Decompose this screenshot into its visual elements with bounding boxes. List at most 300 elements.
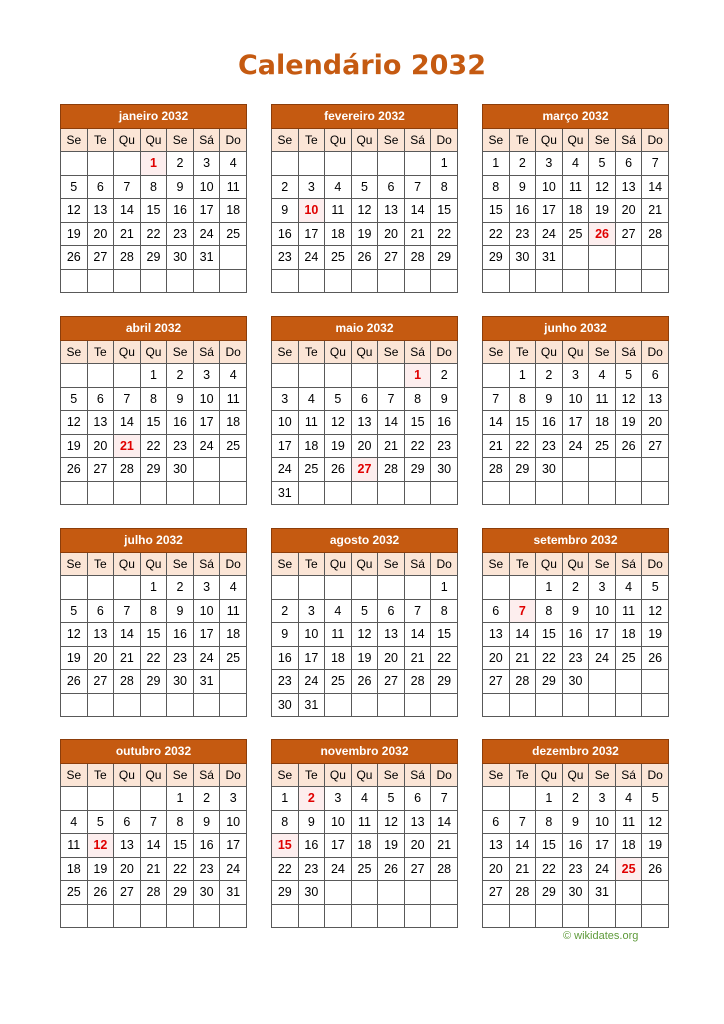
day-cell: 26 <box>642 857 669 881</box>
day-cell: 25 <box>615 646 642 670</box>
day-cell <box>509 693 536 717</box>
weekday-header: Qu <box>536 763 563 787</box>
day-cell: 21 <box>483 434 510 458</box>
weekday-header: Se <box>378 128 405 152</box>
day-cell: 8 <box>140 175 167 199</box>
day-cell: 18 <box>61 857 88 881</box>
weekday-header: Qu <box>351 763 378 787</box>
week-row <box>483 481 669 505</box>
day-cell <box>589 269 616 293</box>
day-cell <box>114 364 141 388</box>
weekday-header: Te <box>509 552 536 576</box>
weekday-header: Qu <box>536 552 563 576</box>
day-cell: 31 <box>220 881 247 905</box>
day-cell: 19 <box>325 434 352 458</box>
week-row <box>61 646 247 670</box>
day-cell: 5 <box>87 810 114 834</box>
day-cell: 6 <box>404 787 431 811</box>
day-cell: 4 <box>325 175 352 199</box>
week-row <box>272 787 458 811</box>
holiday-day-cell: 1 <box>140 152 167 176</box>
day-cell: 12 <box>378 810 405 834</box>
month-table <box>482 316 669 505</box>
day-cell: 11 <box>220 175 247 199</box>
weekday-header: Se <box>272 128 299 152</box>
day-cell <box>61 693 88 717</box>
day-cell <box>378 152 405 176</box>
weekday-header: Qu <box>351 340 378 364</box>
day-cell <box>615 693 642 717</box>
weekday-header: Do <box>642 763 669 787</box>
week-row <box>61 387 247 411</box>
day-cell: 27 <box>642 434 669 458</box>
day-cell: 11 <box>351 810 378 834</box>
month-header: setembro 2032 <box>483 529 669 553</box>
weekday-header: Do <box>431 340 458 364</box>
weekday-header: Se <box>61 763 88 787</box>
week-row <box>61 458 247 482</box>
day-cell <box>483 364 510 388</box>
day-cell: 5 <box>61 599 88 623</box>
day-cell <box>483 576 510 600</box>
day-cell <box>642 904 669 928</box>
week-row <box>483 881 669 905</box>
day-cell: 20 <box>87 222 114 246</box>
day-cell <box>509 787 536 811</box>
day-cell <box>114 787 141 811</box>
day-cell: 3 <box>589 576 616 600</box>
day-cell: 23 <box>272 670 299 694</box>
day-cell <box>220 481 247 505</box>
day-cell <box>140 904 167 928</box>
day-cell: 1 <box>272 787 299 811</box>
day-cell: 29 <box>167 881 194 905</box>
day-cell <box>272 364 299 388</box>
day-cell <box>87 364 114 388</box>
weekday-header: Qu <box>562 552 589 576</box>
week-row <box>61 364 247 388</box>
day-cell <box>431 269 458 293</box>
day-cell: 13 <box>404 810 431 834</box>
day-cell <box>615 881 642 905</box>
day-cell: 6 <box>114 810 141 834</box>
week-row <box>483 364 669 388</box>
day-cell: 10 <box>325 810 352 834</box>
day-cell: 24 <box>272 458 299 482</box>
week-row <box>483 387 669 411</box>
holiday-day-cell: 15 <box>272 834 299 858</box>
day-cell: 26 <box>642 646 669 670</box>
day-cell <box>431 881 458 905</box>
day-cell: 14 <box>404 623 431 647</box>
day-cell: 3 <box>589 787 616 811</box>
day-cell: 16 <box>193 834 220 858</box>
day-cell: 11 <box>562 175 589 199</box>
day-cell: 28 <box>378 458 405 482</box>
day-cell: 12 <box>351 623 378 647</box>
week-row <box>483 411 669 435</box>
week-row <box>272 364 458 388</box>
day-cell <box>220 458 247 482</box>
day-cell: 8 <box>536 599 563 623</box>
month-header: março 2032 <box>483 105 669 129</box>
holiday-day-cell: 21 <box>114 434 141 458</box>
week-row <box>61 269 247 293</box>
week-row <box>483 787 669 811</box>
day-cell: 22 <box>509 434 536 458</box>
day-cell: 19 <box>61 646 88 670</box>
day-cell: 13 <box>378 623 405 647</box>
day-cell: 29 <box>140 246 167 270</box>
day-cell: 14 <box>509 623 536 647</box>
day-cell: 28 <box>509 881 536 905</box>
day-cell <box>378 481 405 505</box>
weekday-header: Do <box>431 552 458 576</box>
holiday-day-cell: 26 <box>589 222 616 246</box>
day-cell <box>140 269 167 293</box>
day-cell <box>167 693 194 717</box>
weekday-header: Se <box>61 552 88 576</box>
day-cell: 24 <box>298 670 325 694</box>
day-cell: 16 <box>298 834 325 858</box>
day-cell: 3 <box>298 175 325 199</box>
day-cell: 14 <box>114 199 141 223</box>
day-cell: 23 <box>167 646 194 670</box>
page-title: Calendário 2032 <box>237 50 487 81</box>
day-cell: 4 <box>615 576 642 600</box>
day-cell: 9 <box>536 387 563 411</box>
day-cell: 9 <box>272 199 299 223</box>
day-cell: 30 <box>193 881 220 905</box>
day-cell: 3 <box>193 576 220 600</box>
day-cell: 22 <box>536 646 563 670</box>
day-cell: 15 <box>431 199 458 223</box>
day-cell: 26 <box>61 458 88 482</box>
day-cell: 30 <box>431 458 458 482</box>
holiday-day-cell: 10 <box>298 199 325 223</box>
day-cell <box>140 693 167 717</box>
day-cell: 21 <box>404 222 431 246</box>
day-cell: 3 <box>193 364 220 388</box>
day-cell <box>589 693 616 717</box>
weekday-header: Sá <box>615 552 642 576</box>
month-table <box>271 104 458 293</box>
day-cell: 7 <box>140 810 167 834</box>
day-cell <box>325 269 352 293</box>
day-cell: 16 <box>272 222 299 246</box>
day-cell: 15 <box>140 199 167 223</box>
week-row <box>272 481 458 505</box>
day-cell: 1 <box>140 576 167 600</box>
weekday-header: Se <box>483 340 510 364</box>
day-cell <box>87 904 114 928</box>
day-cell: 6 <box>378 599 405 623</box>
day-cell: 18 <box>220 411 247 435</box>
day-cell: 10 <box>536 175 563 199</box>
weekday-header: Qu <box>351 128 378 152</box>
week-row <box>61 576 247 600</box>
day-cell: 16 <box>562 623 589 647</box>
day-cell <box>140 787 167 811</box>
day-cell: 9 <box>272 623 299 647</box>
day-cell <box>615 246 642 270</box>
day-cell: 12 <box>642 599 669 623</box>
weekday-header: Te <box>298 128 325 152</box>
day-cell: 26 <box>325 458 352 482</box>
day-cell: 18 <box>220 199 247 223</box>
day-cell <box>61 481 88 505</box>
day-cell: 12 <box>325 411 352 435</box>
week-row <box>61 599 247 623</box>
day-cell: 12 <box>351 199 378 223</box>
day-cell: 10 <box>220 810 247 834</box>
day-cell: 14 <box>509 834 536 858</box>
day-cell: 15 <box>431 623 458 647</box>
week-row <box>272 857 458 881</box>
day-cell <box>325 364 352 388</box>
weekday-header: Do <box>220 128 247 152</box>
day-cell: 17 <box>272 434 299 458</box>
day-cell: 29 <box>140 670 167 694</box>
day-cell: 2 <box>272 175 299 199</box>
day-cell: 5 <box>378 787 405 811</box>
weekday-header: Sá <box>193 128 220 152</box>
weekday-header: Qu <box>114 552 141 576</box>
day-cell: 17 <box>536 199 563 223</box>
day-cell <box>167 269 194 293</box>
day-cell: 27 <box>483 670 510 694</box>
day-cell <box>325 152 352 176</box>
day-cell: 16 <box>431 411 458 435</box>
day-cell: 6 <box>642 364 669 388</box>
day-cell: 4 <box>351 787 378 811</box>
day-cell: 4 <box>325 599 352 623</box>
day-cell: 9 <box>562 599 589 623</box>
day-cell: 14 <box>404 199 431 223</box>
day-cell: 29 <box>431 246 458 270</box>
weekday-header: Te <box>509 763 536 787</box>
week-row <box>483 269 669 293</box>
week-row <box>272 599 458 623</box>
day-cell: 24 <box>193 434 220 458</box>
day-cell <box>193 904 220 928</box>
day-cell: 3 <box>220 787 247 811</box>
day-cell <box>298 269 325 293</box>
day-cell <box>404 576 431 600</box>
day-cell: 7 <box>404 175 431 199</box>
week-row <box>483 834 669 858</box>
holiday-day-cell: 12 <box>87 834 114 858</box>
day-cell: 14 <box>114 411 141 435</box>
day-cell: 7 <box>642 152 669 176</box>
week-row <box>483 246 669 270</box>
day-cell <box>351 693 378 717</box>
day-cell: 1 <box>536 787 563 811</box>
day-cell: 17 <box>589 623 616 647</box>
day-cell: 9 <box>562 810 589 834</box>
day-cell: 2 <box>167 152 194 176</box>
month-table <box>271 316 458 505</box>
month-table <box>60 316 247 505</box>
day-cell: 24 <box>325 857 352 881</box>
day-cell <box>378 269 405 293</box>
day-cell: 19 <box>589 199 616 223</box>
day-cell: 18 <box>325 646 352 670</box>
day-cell: 23 <box>167 222 194 246</box>
day-cell: 30 <box>298 881 325 905</box>
week-row <box>272 693 458 717</box>
day-cell: 5 <box>325 387 352 411</box>
weekday-header: Do <box>220 552 247 576</box>
day-cell <box>325 576 352 600</box>
day-cell: 11 <box>220 387 247 411</box>
day-cell: 23 <box>431 434 458 458</box>
day-cell: 11 <box>298 411 325 435</box>
day-cell <box>378 576 405 600</box>
day-cell: 5 <box>351 599 378 623</box>
day-cell: 18 <box>351 834 378 858</box>
day-cell: 28 <box>114 246 141 270</box>
day-cell: 28 <box>509 670 536 694</box>
day-cell: 2 <box>272 599 299 623</box>
day-cell: 21 <box>114 646 141 670</box>
day-cell <box>193 481 220 505</box>
day-cell: 20 <box>378 222 405 246</box>
day-cell: 23 <box>193 857 220 881</box>
weekday-header: Qu <box>140 128 167 152</box>
month-header: agosto 2032 <box>272 529 458 553</box>
day-cell <box>431 693 458 717</box>
week-row <box>272 269 458 293</box>
day-cell: 26 <box>87 881 114 905</box>
day-cell: 12 <box>615 387 642 411</box>
day-cell: 19 <box>61 434 88 458</box>
day-cell: 22 <box>272 857 299 881</box>
day-cell: 18 <box>615 834 642 858</box>
day-cell: 6 <box>378 175 405 199</box>
day-cell <box>87 152 114 176</box>
week-row <box>483 693 669 717</box>
month-header: outubro 2032 <box>61 740 247 764</box>
day-cell: 3 <box>536 152 563 176</box>
day-cell: 27 <box>87 246 114 270</box>
day-cell <box>272 576 299 600</box>
day-cell: 9 <box>509 175 536 199</box>
weekday-header: Do <box>642 128 669 152</box>
day-cell: 17 <box>193 411 220 435</box>
weekday-header: Sá <box>615 128 642 152</box>
day-cell: 21 <box>509 857 536 881</box>
day-cell <box>615 458 642 482</box>
weekday-header: Do <box>220 340 247 364</box>
day-cell: 17 <box>298 646 325 670</box>
day-cell <box>114 576 141 600</box>
day-cell: 5 <box>61 175 88 199</box>
day-cell: 16 <box>536 411 563 435</box>
day-cell <box>509 576 536 600</box>
week-row <box>61 623 247 647</box>
day-cell: 21 <box>378 434 405 458</box>
day-cell: 3 <box>325 787 352 811</box>
day-cell: 1 <box>140 364 167 388</box>
week-row <box>61 222 247 246</box>
week-row <box>61 857 247 881</box>
weekday-header: Te <box>87 763 114 787</box>
day-cell: 29 <box>509 458 536 482</box>
day-cell <box>589 904 616 928</box>
weekday-header: Sá <box>193 340 220 364</box>
day-cell: 30 <box>536 458 563 482</box>
day-cell: 23 <box>272 246 299 270</box>
day-cell: 15 <box>483 199 510 223</box>
day-cell: 15 <box>536 623 563 647</box>
day-cell: 20 <box>351 434 378 458</box>
day-cell <box>378 364 405 388</box>
day-cell: 5 <box>589 152 616 176</box>
day-cell <box>351 364 378 388</box>
credit-text: © wikidates.org <box>563 930 639 942</box>
day-cell: 2 <box>562 576 589 600</box>
day-cell: 24 <box>193 222 220 246</box>
day-cell: 28 <box>404 670 431 694</box>
day-cell: 15 <box>140 623 167 647</box>
day-cell: 5 <box>61 387 88 411</box>
day-cell: 5 <box>351 175 378 199</box>
week-row <box>272 881 458 905</box>
day-cell <box>431 904 458 928</box>
day-cell <box>325 481 352 505</box>
weekday-header: Qu <box>536 128 563 152</box>
weekday-header: Se <box>378 763 405 787</box>
day-cell: 30 <box>167 246 194 270</box>
day-cell: 21 <box>140 857 167 881</box>
day-cell: 4 <box>562 152 589 176</box>
weekday-header: Te <box>87 552 114 576</box>
day-cell: 11 <box>589 387 616 411</box>
day-cell <box>404 481 431 505</box>
weekday-header: Qu <box>351 552 378 576</box>
day-cell <box>378 904 405 928</box>
weekday-header: Se <box>378 552 405 576</box>
week-row <box>272 646 458 670</box>
day-cell: 1 <box>483 152 510 176</box>
week-row <box>272 222 458 246</box>
week-row <box>61 693 247 717</box>
day-cell: 29 <box>536 670 563 694</box>
day-cell <box>114 904 141 928</box>
day-cell: 23 <box>167 434 194 458</box>
day-cell: 26 <box>615 434 642 458</box>
day-cell: 2 <box>562 787 589 811</box>
day-cell: 21 <box>404 646 431 670</box>
day-cell: 1 <box>167 787 194 811</box>
day-cell: 18 <box>589 411 616 435</box>
weekday-header: Sá <box>404 128 431 152</box>
weekday-header: Te <box>298 340 325 364</box>
day-cell <box>298 152 325 176</box>
day-cell: 31 <box>536 246 563 270</box>
week-row <box>61 904 247 928</box>
week-row <box>483 434 669 458</box>
week-row <box>61 670 247 694</box>
weekday-header: Te <box>509 340 536 364</box>
day-cell: 25 <box>298 458 325 482</box>
weekday-header: Do <box>642 340 669 364</box>
day-cell: 9 <box>167 175 194 199</box>
weekday-header: Sá <box>404 763 431 787</box>
day-cell: 18 <box>220 623 247 647</box>
day-cell: 4 <box>220 152 247 176</box>
